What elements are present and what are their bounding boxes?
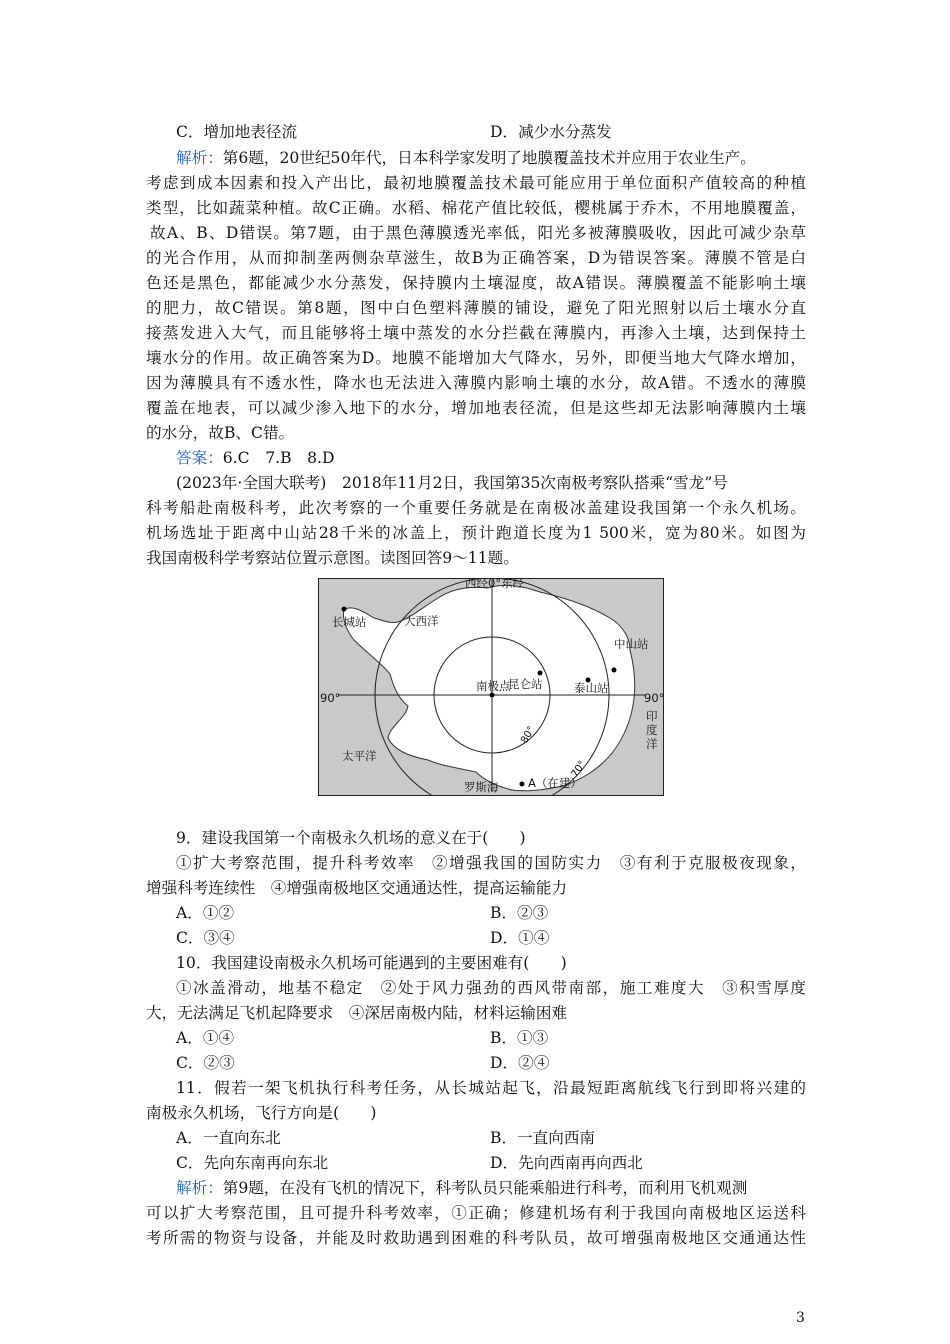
passage-line: 机场选址于距离中山站28千米的冰盖上，预计跑道长度为1 500米，宽为80米。如图为 (146, 524, 806, 542)
map-indian-ocean-label-1: 印 (646, 709, 658, 723)
passage-line: 科考船赴南极科考，此次考察的一个重要任务就是在南极冰盖建设我国第一个永久机场。 (146, 499, 806, 517)
map-deg-90-right: 90° (644, 691, 664, 705)
analysis-1-line: 类型，比如蔬菜种植。故C正确。水稻、棉花产值比较低，樱桃属于乔木，不用地膜覆盖， (146, 199, 806, 217)
map-atlantic-label: 大西洋 (404, 614, 439, 628)
passage-first-line: (2023年·全国大联考) 2018年11月2日，我国第35次南极考察队搭乘“雪龙”号 (176, 474, 728, 492)
q11-option-b: B．一直向西南 (490, 1129, 596, 1147)
map-meridian-label: 西经0°东经 (465, 578, 525, 590)
q9-option-c: C．③④ (176, 929, 235, 947)
antarctic-stations-map (318, 578, 664, 796)
analysis-2-line: 考所需的物资与设备，并能及时救助遇到困难的科考队员，故可增强南极地区交通通达性 (146, 1229, 806, 1247)
q10-statements: 大，无法满足飞机起降要求 ④深居南极内陆，材料运输困难 (146, 1004, 568, 1022)
q9-option-a: A．①② (176, 904, 235, 922)
q10-option-b: B．①③ (490, 1029, 549, 1047)
map-lat-70-label: 70° (569, 758, 589, 780)
q11-option-c: C．先向东南再向东北 (176, 1154, 329, 1172)
q11-option-a: A．一直向东北 (176, 1129, 281, 1147)
map-ross-sea-label: 罗斯海 (464, 780, 499, 794)
map-deg-90-left: 90° (320, 691, 341, 705)
map-taishan-label: 泰山站 (574, 681, 609, 695)
analysis-label: 解析： (176, 149, 223, 167)
airport-site-dot (520, 782, 525, 787)
analysis-1-line: 壤水分的作用。故正确答案为D。地膜不能增加大气降水，另外，即便当地大气降水增加， (146, 349, 806, 367)
q9-stem: 9．建设我国第一个南极永久机场的意义在于( ) (176, 829, 526, 847)
analysis-1-line: 的水分，故B、C错。 (146, 424, 295, 442)
analysis-text: 第6题，20世纪50年代，日本科学家发明了地膜覆盖技术并应用于农业生产。 (222, 149, 756, 167)
q11-stem: 11．假若一架飞机执行科考任务，从长城站起飞，沿最短距离航线飞行到即将兴建的 (176, 1079, 806, 1097)
analysis-1-line: 因为薄膜具有不透水性，降水也无法进入薄膜内影响土壤的水分，故A错。不透水的薄膜 (146, 374, 806, 392)
great-wall-station-dot (342, 607, 347, 612)
q10-stem: 10．我国建设南极永久机场可能遇到的主要困难有( ) (176, 954, 567, 972)
analysis-2-line: 可以扩大考察范围，且可提升科考效率，①正确；修建机场有利于我国向南极地区运送科 (146, 1204, 806, 1222)
analysis-1-line: 的光合作用，从而抑制垄两侧杂草滋生，故B为正确答案，D为错误答案。薄膜不管是白 (146, 249, 806, 267)
analysis-1-first-line (176, 146, 836, 170)
page-number: 3 (796, 1310, 805, 1326)
map-lat-80-label: 80° (519, 724, 538, 746)
q9-option-d: D．①④ (490, 929, 550, 947)
analysis-1-line: 色还是黑色，都能减少水分蒸发，保持膜内土壤湿度，故A错误。薄膜覆盖不能影响土壤 (146, 274, 806, 292)
zhongshan-station-dot (612, 668, 617, 673)
q8-option-c: C．增加地表径流 (176, 123, 298, 141)
analysis-1-line: 考虑到成本因素和投入产出比，最初地膜覆盖技术最可能应用于单位面积产值较高的种植 (146, 174, 806, 192)
map-pacific-label: 太平洋 (342, 749, 377, 763)
map-great-wall-label: 长城站 (332, 615, 367, 629)
map-kunlun-label: 昆仑站 (508, 677, 543, 691)
q10-statements: ①冰盖滑动，地基不稳定 ②处于风力强劲的西风带南部，施工难度大 ③积雪厚度 (176, 979, 806, 997)
q9-option-b: B．②③ (490, 904, 549, 922)
answers-text: 6.C 7.B 8.D (222, 449, 335, 467)
q9-statements: 增强科考连续性 ④增强南极地区交通通达性，提高运输能力 (146, 879, 568, 897)
q11-option-d: D．先向西南再向西北 (490, 1154, 643, 1172)
q10-option-d: D．②④ (490, 1054, 550, 1072)
analysis-label: 解析： (176, 1179, 223, 1197)
map-south-pole-label: 南极点 (476, 679, 511, 693)
q10-option-a: A．①④ (176, 1029, 235, 1047)
analysis-1-line: 覆盖在地表，可以减少渗入地下的水分，增加地表径流，但是这些却无法影响薄膜内土壤 (146, 399, 806, 417)
kunlun-station-dot (538, 671, 543, 676)
analysis-1-line: 接蒸发进入大气，而且能够将土壤中蒸发的水分拦截在薄膜内，再渗入土壤，达到保持土 (146, 324, 806, 342)
analysis-2-first-line (176, 1176, 836, 1200)
analysis-text: 第9题，在没有飞机的情况下，科考队员只能乘船进行科考，而利用飞机观测 (222, 1179, 748, 1197)
map-zhongshan-label: 中山站 (614, 637, 649, 651)
map-airport-label: A（在建） (528, 776, 582, 790)
q11-stem: 南极永久机场，飞行方向是( ) (146, 1104, 377, 1122)
answers-line (176, 446, 836, 470)
analysis-1-line: 的肥力，故C错误。第8题，图中白色塑料薄膜的铺设，避免了阳光照射以后土壤水分直 (146, 299, 806, 317)
q8-option-d: D．减少水分蒸发 (490, 123, 612, 141)
answers-label: 答案： (176, 449, 223, 467)
q9-statements: ①扩大考察范围，提升科考效率 ②增强我国的国防实力 ③有利于克服极夜现象， (176, 854, 806, 872)
map-indian-ocean-label-3: 洋 (646, 737, 658, 751)
analysis-1-line: 故A、B、D错误。第7题，由于黑色薄膜透光率低，阳光多被薄膜吸收，因此可减少杂草 (150, 224, 806, 242)
q10-option-c: C．②③ (176, 1054, 235, 1072)
passage-line: 我国南极科学考察站位置示意图。读图回答9～11题。 (146, 549, 519, 567)
south-pole-dot (490, 693, 495, 698)
map-indian-ocean-label-2: 度 (646, 723, 658, 737)
